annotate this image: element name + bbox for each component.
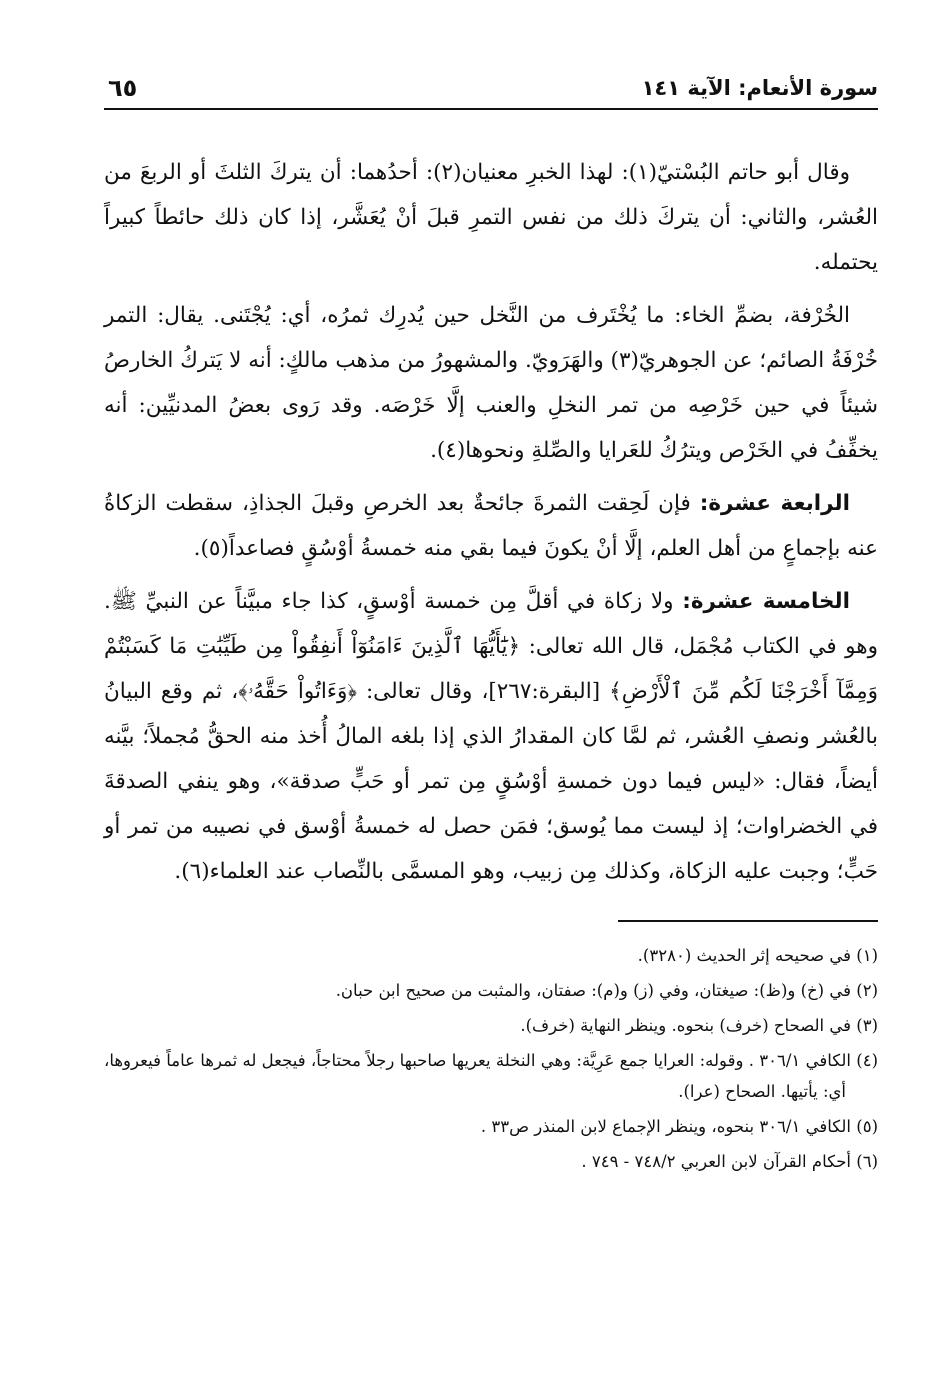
- page-number: ٦٥: [108, 74, 138, 102]
- header-title: سورة الأنعام: الآية ١٤١: [641, 76, 878, 100]
- section-heading: الرابعة عشرة:: [699, 491, 850, 516]
- paragraph-1: [104, 150, 878, 285]
- main-text: [104, 150, 878, 894]
- footnote: (٤) الكافي ٣٠٦/١ . وقوله: العرايا جمع عَرِيَّة: وهي النخلة يعريها صاحبها رجلاً محتاجاً، فيجعل له ثمرها عاماً فيعروها، أي: يأتيها. الصحاح (عرا).: [104, 1051, 878, 1101]
- paragraph-2: [104, 293, 878, 473]
- footnote: (٦) أحكام القرآن لابن العربي ٧٤٨/٢ - ٧٤٩ .: [581, 1152, 878, 1171]
- paragraph-3: [104, 481, 878, 571]
- footnote: (١) في صحيحه إثر الحديث (٣٢٨٠).: [637, 946, 878, 965]
- paragraph-text: وقال أبو حاتم البُسْتيّ(١): لهذا الخبرِ معنيان(٢): أحدُهما: أن يتركَ الثلثَ أو الربعَ من العُشر، والثاني: أن يتركَ ذلك من نفس التمرِ قبلَ أنْ يُعَشَّر، إذا كان ذلك حائطاً كبيراً يحتمله.: [104, 160, 878, 275]
- paragraph-4: [104, 579, 878, 894]
- footnote: (٢) في (خ) و(ظ): صيغتان، وفي (ز) و(م): صفتان، والمثبت من صحيح ابن حبان.: [335, 981, 878, 1000]
- footnote-separator: [618, 920, 878, 922]
- footnotes: [104, 940, 878, 1177]
- book-page: [104, 72, 878, 1322]
- running-header: [104, 72, 878, 110]
- paragraph-text: الخُرْفة، بضمِّ الخاء: ما يُخْتَرف من النَّخل حين يُدرِك ثمرُه، أي: يُجْتَنى. يقال: التمر خُرْفَةُ الصائم؛ عن الجوهريّ(٣) والهَرَويّ. والمشهورُ من مذهب مالكٍ: أنه لا يَتركُ الخارصُ شيئاً في حين خَرْصِه من تمر النخلِ والعنب إلَّا خَرْصَه. وقد رَوى بعضُ المدنيِّين: أنه يخفِّفُ في الخَرْص ويترُكُ للعَرايا والصِّلةِ ونحوها(٤).: [104, 303, 878, 463]
- footnote: (٣) في الصحاح (خرف) بنحوه. وينظر النهاية (خرف).: [520, 1016, 878, 1035]
- footnote: (٥) الكافي ٣٠٦/١ بنحوه، وينظر الإجماع لابن المنذر ص٣٣ .: [480, 1117, 878, 1136]
- section-heading: الخامسة عشرة:: [682, 589, 850, 614]
- paragraph-text: ولا زكاة في أقلَّ مِن خمسة أوْسقٍ، كذا جاء مبيَّناً عن النبيِّ ﷺ. وهو في الكتاب مُجْمَل، قال الله تعالى: ﴿يَٰٓأَيُّهَا ٱلَّذِينَ ءَامَنُوٓاْ أَنفِقُواْ مِن طَيِّبَٰتِ مَا كَسَبْتُمْ وَمِمَّآ أَخْرَجْنَا لَكُم مِّنَ ٱلْأَرْضِ﴾ [البقرة:٢٦٧]، وقال تعالى: ﴿وَءَاتُواْ حَقَّهُۥ﴾، ثم وقع البيانُ بالعُشر ونصفِ العُشر، ثم لمَّا كان المقدارُ الذي إذا بلغه المالُ أُخذ منه الحقُّ مُجملاً؛ بيَّنه أيضاً، فقال: «ليس فيما دون خمسةِ أوْسُقٍ مِن تمر أو حَبٍّ صدقة»، وهو ينفي الصدقةَ في الخضراوات؛ إذ ليست مما يُوسق؛ فمَن حصل له خمسةُ أوْسق في نصيبه من تمر أو حَبٍّ؛ وجبت عليه الزكاة، وكذلك مِن زبيب، وهو المسمَّى بالنِّصاب عند العلماء(٦).: [104, 589, 878, 884]
- paragraph-text: فإن لَحِقت الثمرةَ جائحةٌ بعد الخرصِ وقبلَ الجذاذِ، سقطت الزكاةُ عنه بإجماعٍ من أهل العلم، إلَّا أنْ يكونَ فيما بقي منه خمسةُ أوْسُقٍ فصاعداً(٥).: [104, 491, 878, 561]
